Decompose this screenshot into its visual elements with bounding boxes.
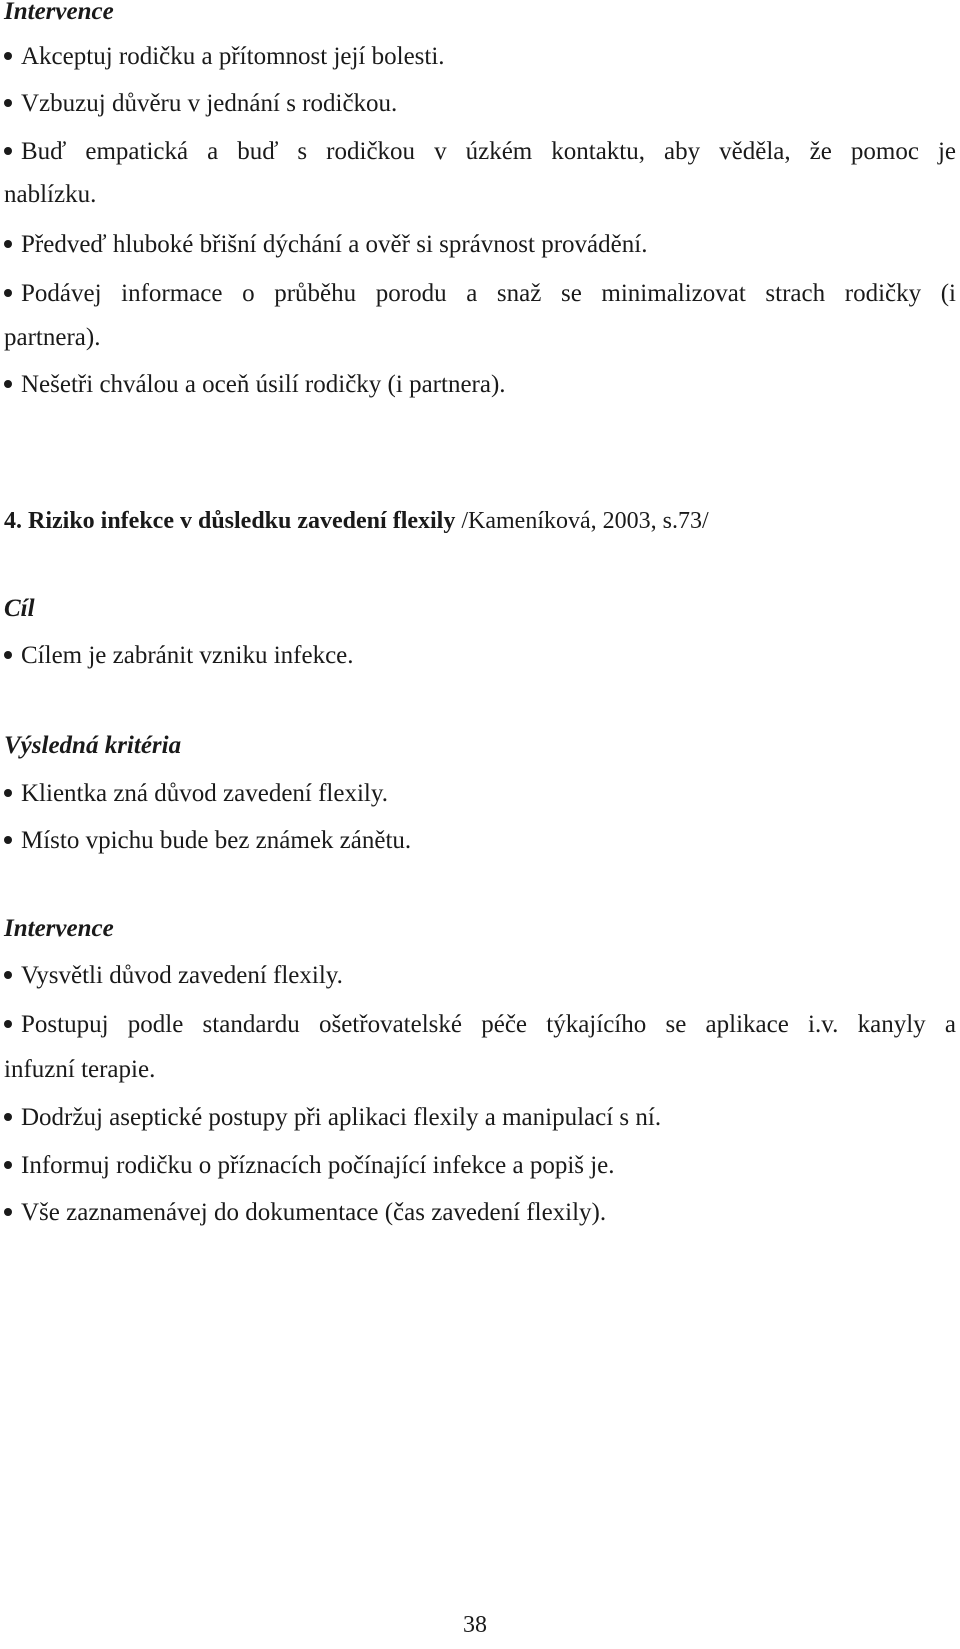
bullet-icon xyxy=(4,1113,12,1121)
heading-intervence: Intervence xyxy=(4,0,114,25)
page-number: 38 xyxy=(463,1612,487,1638)
list-item: Cílem je zabránit vzniku infekce. xyxy=(4,639,956,673)
section-citation: /Kameníková, 2003, s.73/ xyxy=(455,508,709,534)
bullet-icon xyxy=(4,971,12,979)
heading-cil: Cíl xyxy=(4,595,35,622)
list-item: Buď empatická a buď s rodičkou v úzkém kontaktu, aby věděla, že pomoc je xyxy=(4,135,956,169)
heading-vysledna-kriteria: Výsledná kritéria xyxy=(4,732,182,759)
bullet-icon xyxy=(4,789,12,797)
bullet-icon xyxy=(4,289,12,297)
list-item: Nešetři chválou a oceň úsilí rodičky (i partnera). xyxy=(4,368,956,402)
list-item: Informuj rodičku o příznacích počínající infekce a popiš je. xyxy=(4,1149,956,1183)
list-item-continuation: partnera). xyxy=(4,324,101,351)
bullet-icon xyxy=(4,836,12,844)
list-item: Postupuj podle standardu ošetřovatelské péče týkajícího se aplikace i.v. kanyly a xyxy=(4,1008,956,1042)
list-item: Akceptuj rodičku a přítomnost její bolesti. xyxy=(4,40,956,74)
heading-intervence: Intervence xyxy=(4,915,114,942)
list-item: Místo vpichu bude bez známek zánětu. xyxy=(4,824,956,858)
list-item-continuation: nablízku. xyxy=(4,181,97,208)
bullet-icon xyxy=(4,52,12,60)
list-item: Klientka zná důvod zavedení flexily. xyxy=(4,777,956,811)
bullet-icon xyxy=(4,1208,12,1216)
list-item: Dodržuj aseptické postupy při aplikaci flexily a manipulací s ní. xyxy=(4,1101,956,1135)
bullet-icon xyxy=(4,1020,12,1028)
bullet-icon xyxy=(4,99,12,107)
bullet-icon xyxy=(4,240,12,248)
list-item: Vzbuzuj důvěru v jednání s rodičkou. xyxy=(4,87,956,121)
list-item: Podávej informace o průběhu porodu a snaž se minimalizovat strach rodičky (i xyxy=(4,277,956,311)
list-item-continuation: infuzní terapie. xyxy=(4,1056,156,1083)
bullet-icon xyxy=(4,380,12,388)
section-title-bold: 4. Riziko infekce v důsledku zavedení flexily xyxy=(4,508,456,534)
bullet-icon xyxy=(4,651,12,659)
list-item: Vše zaznamenávej do dokumentace (čas zavedení flexily). xyxy=(4,1196,956,1230)
section-title xyxy=(4,504,709,538)
bullet-icon xyxy=(4,147,12,155)
bullet-icon xyxy=(4,1161,12,1169)
list-item: Vysvětli důvod zavedení flexily. xyxy=(4,959,956,993)
list-item: Předveď hluboké břišní dýchání a ověř si správnost provádění. xyxy=(4,228,956,262)
